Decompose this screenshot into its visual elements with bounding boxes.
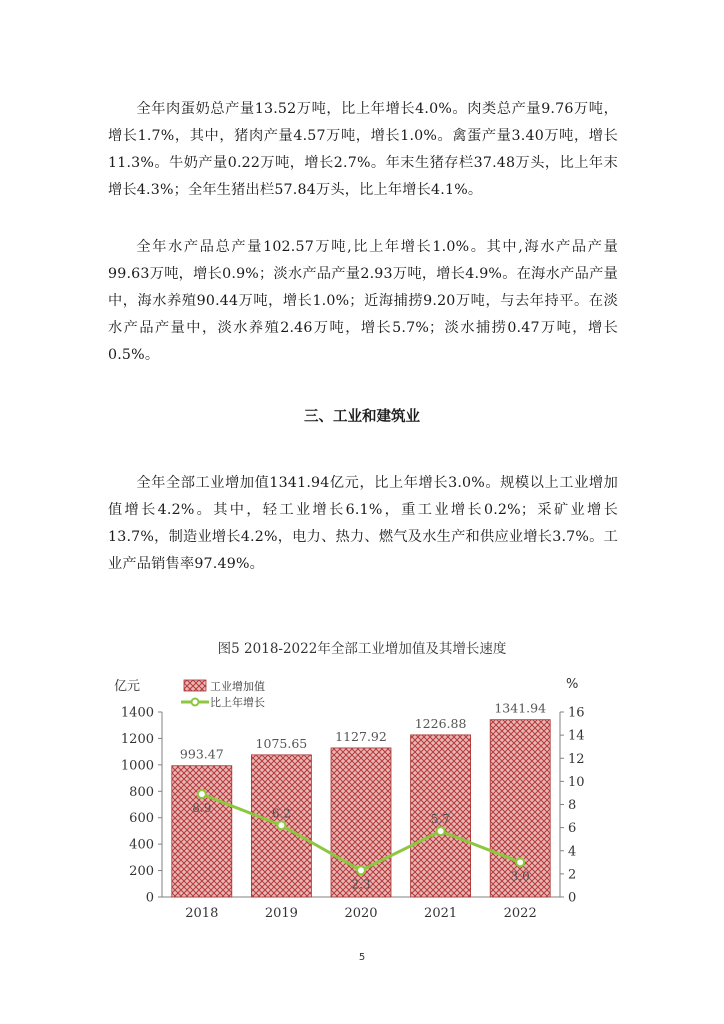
legend-bar-label: 工业增加值 bbox=[210, 680, 265, 693]
growth-rate-label: 6.2 bbox=[271, 806, 291, 821]
right-tick-label: 16 bbox=[568, 705, 585, 721]
legend-line-label: 比上年增长 bbox=[210, 696, 265, 709]
right-tick-label: 6 bbox=[568, 821, 577, 837]
x-tick-label: 2022 bbox=[503, 906, 537, 921]
bar-value-label: 1075.65 bbox=[255, 735, 308, 751]
left-tick-label: 600 bbox=[129, 811, 154, 827]
livestock-paragraph: 全年肉蛋奶总产量13.52万吨，比上年增长4.0%。肉类总产量9.76万吨，增长1.7%，其中，猪肉产量4.57万吨，增长1.0%。禽蛋产量3.40万吨，增长11.3%。牛奶产量0.22万吨，增长2.7%。年末生猪存栏37.48万头，比上年末增长4.3%；全年生猪出栏57.84万头，比上年增长4.1%。 bbox=[108, 101, 618, 198]
right-tick-label: 14 bbox=[568, 728, 585, 744]
growth-rate-point bbox=[277, 821, 285, 829]
left-axis-unit: 亿元 bbox=[114, 679, 141, 694]
x-tick-label: 2018 bbox=[185, 906, 219, 921]
x-axis-ticks bbox=[185, 906, 536, 921]
right-tick-label: 8 bbox=[568, 798, 577, 813]
right-tick-label: 2 bbox=[568, 867, 577, 883]
bar-value-label: 993.47 bbox=[179, 746, 224, 762]
legend-bar-swatch bbox=[184, 680, 206, 691]
chart-title: 图5 2018-2022年全部工业增加值及其增长速度 bbox=[217, 641, 507, 657]
left-tick-label: 400 bbox=[129, 837, 154, 853]
growth-rate-point bbox=[437, 827, 445, 835]
legend-line-marker bbox=[192, 699, 199, 706]
growth-rate-point bbox=[357, 866, 365, 874]
right-tick-label: 0 bbox=[568, 890, 577, 906]
industry-value-chart bbox=[100, 662, 600, 924]
growth-rate-label: 8.9 bbox=[192, 801, 212, 816]
right-tick-label: 12 bbox=[568, 751, 585, 767]
section-heading: 三、工业和建筑业 bbox=[304, 409, 420, 425]
x-tick-label: 2019 bbox=[264, 906, 298, 921]
left-tick-label: 1200 bbox=[120, 731, 154, 747]
growth-rate-label: 2.3 bbox=[351, 877, 371, 892]
x-tick-label: 2021 bbox=[424, 906, 458, 921]
left-tick-label: 200 bbox=[129, 864, 154, 880]
left-tick-label: 0 bbox=[145, 890, 154, 906]
right-axis-unit: % bbox=[566, 677, 579, 692]
growth-rate-label: 3.0 bbox=[510, 869, 530, 884]
left-tick-label: 1400 bbox=[120, 705, 154, 721]
x-tick-label: 2020 bbox=[344, 906, 378, 921]
left-axis-ticks bbox=[121, 706, 162, 906]
industry-paragraph: 全年全部工业增加值1341.94亿元，比上年增长3.0%。规模以上工业增加值增长4.2%。其中，轻工业增长6.1%，重工业增长0.2%；采矿业增长13.7%，制造业增长4.2%，电力、热力、燃气及水生产和供应业增长3.7%。工业产品销售率97.49%。 bbox=[108, 475, 618, 572]
growth-rate-point bbox=[198, 790, 206, 798]
bar-2018 bbox=[172, 766, 232, 897]
left-tick-label: 800 bbox=[129, 784, 154, 800]
right-axis-ticks bbox=[560, 706, 585, 906]
bar-value-label: 1226.88 bbox=[414, 715, 467, 731]
growth-rate-point bbox=[516, 858, 524, 866]
bar-value-label: 1127.92 bbox=[335, 728, 387, 744]
bar-value-label: 1341.94 bbox=[494, 700, 547, 716]
chart-legend bbox=[181, 679, 265, 709]
left-tick-label: 1000 bbox=[120, 758, 154, 774]
right-tick-label: 10 bbox=[568, 774, 585, 790]
aquatic-paragraph: 全年水产品总产量102.57万吨,比上年增长1.0%。其中,海水产品产量99.63万吨，增长0.9%；淡水产品产量2.93万吨，增长4.9%。在海水产品产量中，海水养殖90.44万吨，增长1.0%；近海捕捞9.20万吨，与去年持平。在淡水产品产量中，淡水养殖2.46万吨，增长5.7%；淡水捕捞0.47万吨，增长0.5%。 bbox=[108, 239, 618, 363]
page-number: 5 bbox=[358, 952, 366, 963]
right-tick-label: 4 bbox=[568, 844, 577, 860]
growth-rate-label: 5.7 bbox=[431, 812, 451, 827]
